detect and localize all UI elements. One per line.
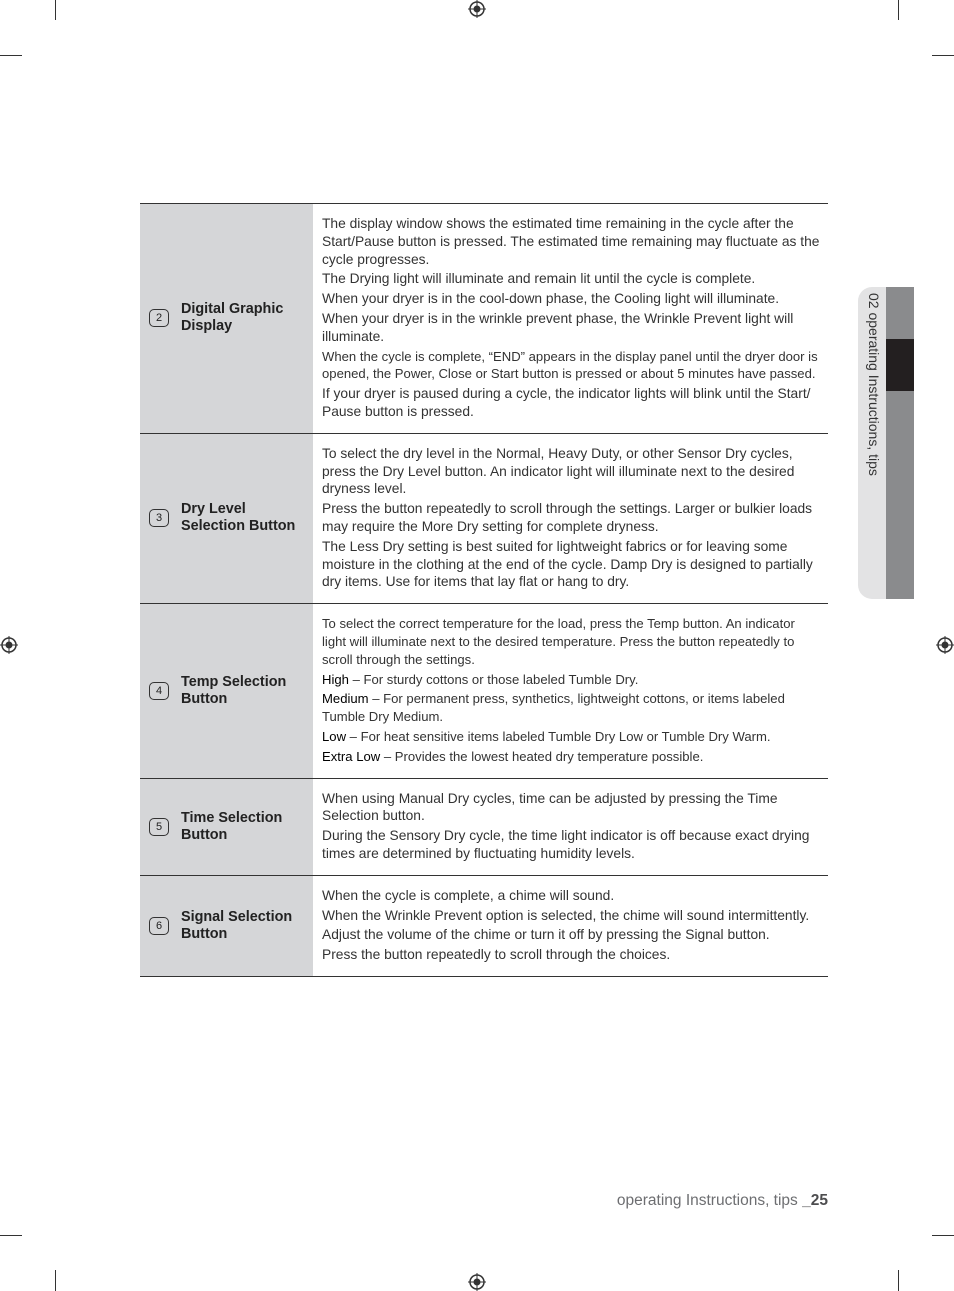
registration-mark-icon xyxy=(468,1273,486,1291)
description-paragraph: When the cycle is complete, a chime will sound. xyxy=(322,887,615,903)
page-footer xyxy=(617,1192,828,1210)
table-row xyxy=(140,876,828,977)
temp-option-name: Medium xyxy=(322,691,369,707)
crop-mark xyxy=(0,55,22,56)
temp-option-name: Extra Low xyxy=(322,748,381,764)
footer-section-title: operating Instructions, tips xyxy=(616,1192,798,1209)
item-description xyxy=(313,434,828,603)
temp-option xyxy=(322,671,820,689)
temp-option xyxy=(322,728,820,746)
controls-table xyxy=(140,203,828,977)
temp-option-desc: – Provides the lowest heated dry temperature possible. xyxy=(380,748,704,764)
description-paragraph: During the Sensory Dry cycle, the time light indicator is off because exact drying times are determined by fluctuating humidity levels. xyxy=(322,828,810,861)
row-header xyxy=(140,779,313,875)
crop-mark xyxy=(55,1270,56,1291)
temp-option-desc: – For permanent press, synthetics, lightweight cottons, or items labeled Tumble Dry Medium. xyxy=(322,691,785,725)
item-title: Time Selection Button xyxy=(181,809,283,843)
registration-mark-icon xyxy=(0,636,18,654)
crop-mark xyxy=(932,1235,954,1236)
registration-mark-icon xyxy=(936,636,954,654)
table-row xyxy=(140,779,828,876)
item-description xyxy=(313,779,828,875)
item-number-badge: 5 xyxy=(149,818,169,836)
table-row xyxy=(140,604,828,778)
side-tab-label: 02 operating Instructions, tips xyxy=(866,293,882,476)
description-paragraph: When your dryer is in the cool-down phase, the Cooling light will illuminate. xyxy=(322,291,780,307)
item-number-badge: 6 xyxy=(149,917,169,935)
item-description xyxy=(313,204,828,433)
description-paragraph: Adjust the volume of the chime or turn it off by pressing the Signal button. xyxy=(322,927,770,943)
row-header xyxy=(140,204,313,433)
item-description xyxy=(313,604,828,777)
item-title: Signal Selection Button xyxy=(181,908,293,942)
item-title: Temp Selection Button xyxy=(181,673,287,707)
side-tab-bar xyxy=(886,287,914,599)
description-paragraph: When using Manual Dry cycles, time can be adjusted by pressing the Time Selection button. xyxy=(322,790,778,824)
description-paragraph: To select the dry level in the Normal, Heavy Duty, or other Sensor Dry cycles, press the Dry Level button. An indicator light will illuminate next to the desired dryness level. xyxy=(322,445,795,497)
item-description xyxy=(313,876,828,976)
temp-option-name: Low xyxy=(322,728,347,744)
description-paragraph: When your dryer is in the wrinkle prevent phase, the Wrinkle Prevent light will illuminate. xyxy=(322,310,794,344)
description-paragraph: When the Wrinkle Prevent option is selected, the chime will sound intermittently. xyxy=(322,907,810,923)
description-paragraph: If your dryer is paused during a cycle, the indicator lights will blink until the Start/ Pause button is pressed. xyxy=(322,386,811,419)
crop-mark xyxy=(55,0,56,20)
item-number-badge: 2 xyxy=(149,309,169,327)
item-title: Dry Level Selection Button xyxy=(181,501,296,535)
item-number-badge: 3 xyxy=(149,509,169,527)
description-paragraph: The display window shows the estimated time remaining in the cycle after the Start/Pause button is pressed. The estimated time remaining may fluctuate as the cycle progresses. xyxy=(322,216,820,267)
page-number: _25 xyxy=(802,1192,828,1209)
crop-mark xyxy=(898,0,899,20)
crop-mark xyxy=(932,55,954,56)
row-header xyxy=(140,876,313,976)
row-header xyxy=(140,604,313,777)
description-paragraph: The Less Dry setting is best suited for lightweight fabrics or for leaving some moisture in the clothing at the end of the cycle. Damp Dry is designed to partially dry items. Use for items that lay flat or hang to dry. xyxy=(322,538,813,590)
description-paragraph: To select the correct temperature for the load, press the Temp button. An indicator light will illuminate next to the desired temperature. Press the button repeatedly to scroll through the settings. xyxy=(322,616,795,667)
registration-mark-icon xyxy=(468,0,486,18)
table-row xyxy=(140,204,828,434)
description-paragraph: Press the button repeatedly to scroll through the choices. xyxy=(322,947,671,963)
side-tab-marker xyxy=(886,339,914,391)
item-number-badge: 4 xyxy=(149,682,169,700)
temp-option xyxy=(322,690,820,726)
crop-mark xyxy=(0,1235,22,1236)
temp-option-name: High xyxy=(322,671,349,687)
description-paragraph: When the cycle is complete, “END” appears in the display panel until the dryer door is opened, the Power, Close or Start button is pressed or about 5 minutes have passed. xyxy=(322,348,818,382)
item-title: Digital Graphic Display xyxy=(181,301,284,335)
description-paragraph: The Drying light will illuminate and remain lit until the cycle is complete. xyxy=(322,271,756,287)
row-header xyxy=(140,434,313,603)
description-paragraph: Press the button repeatedly to scroll through the settings. Larger or bulkier loads may require the More Dry setting for complete dryness. xyxy=(322,501,813,534)
temp-option-desc: – For sturdy cottons or those labeled Tumble Dry. xyxy=(348,671,639,687)
crop-mark xyxy=(898,1270,899,1291)
table-row xyxy=(140,434,828,604)
temp-option xyxy=(322,748,820,766)
temp-option-desc: – For heat sensitive items labeled Tumble Dry Low or Tumble Dry Warm. xyxy=(346,728,771,744)
